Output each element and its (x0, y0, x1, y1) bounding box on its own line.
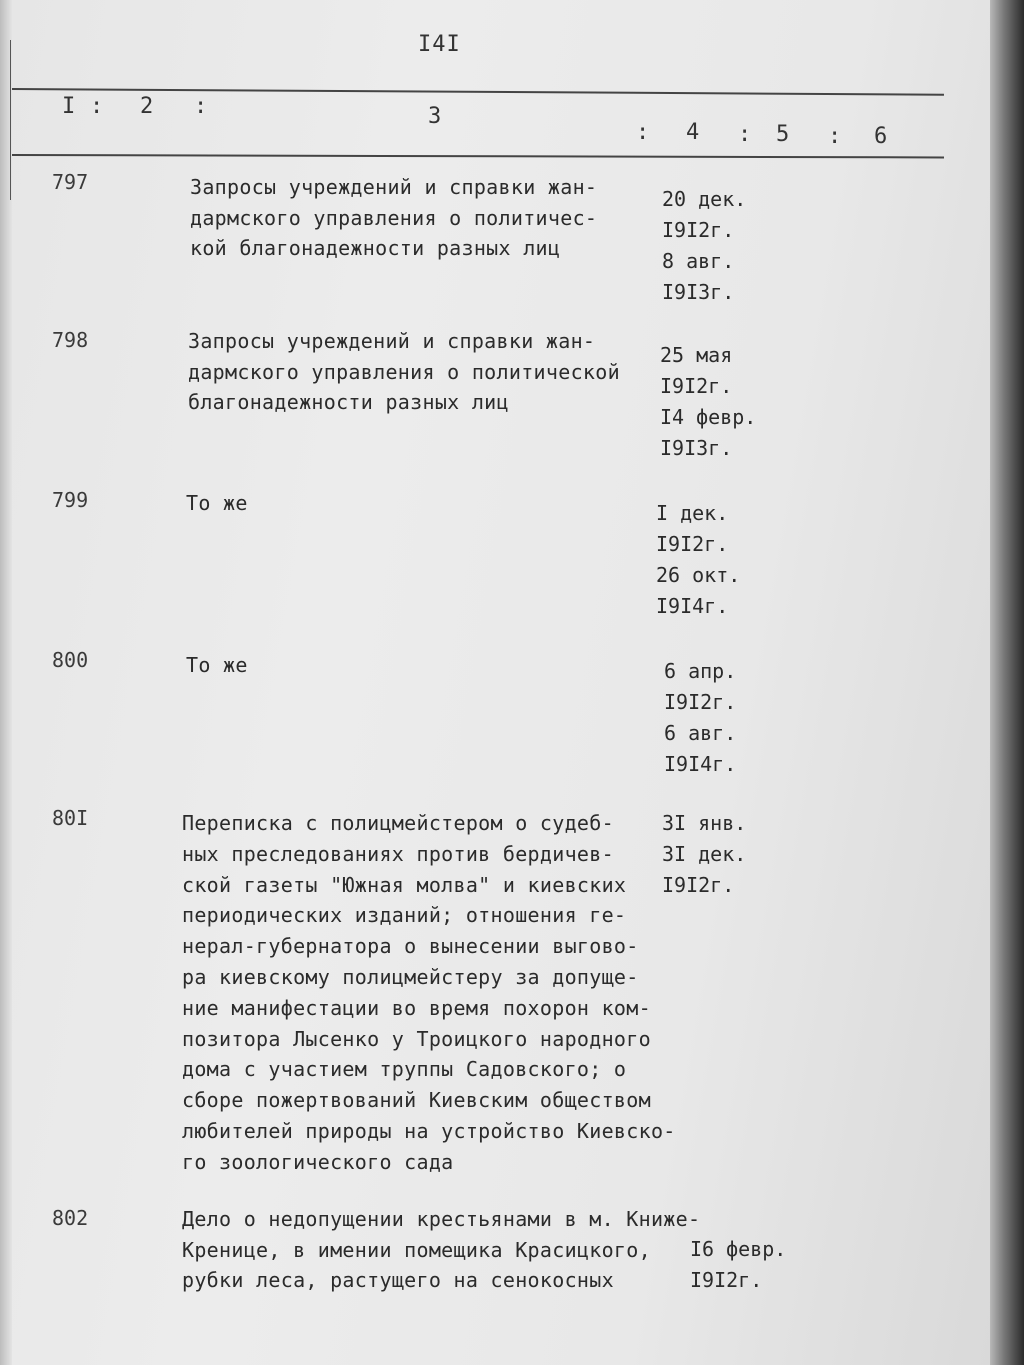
column-separator: : (194, 94, 208, 119)
column-separator: : (90, 94, 104, 119)
entry-dates (660, 340, 756, 464)
column-separator: : (738, 122, 752, 147)
entry-text-line: дармского управления о политической (188, 359, 620, 384)
entry-date: 6 авг. (664, 721, 737, 745)
entry-text-line: нерал-губернатора о вынесении выгово- (182, 934, 639, 959)
entry-number: 802 (52, 1206, 89, 1230)
entry-number: 799 (52, 488, 89, 512)
entry-date: 3I янв. (662, 811, 747, 835)
entry-text-line: ской газеты "Южная молва" и киевских (182, 872, 627, 897)
entry-text-line: сборе пожертвований Киевским обществом (182, 1088, 651, 1113)
column-header-1: I (62, 94, 76, 119)
column-header-2: 2 (140, 94, 154, 119)
entry-date: I9I3г. (660, 436, 733, 460)
entry-text-line: Дело о недопущении крестьянами в м. Книже- (182, 1207, 701, 1231)
entry-text-line: рубки леса, растущего на сенокосных (182, 1268, 614, 1292)
entry-number: 80I (52, 806, 89, 830)
entry-text-line: дармского управления о политичес- (190, 205, 598, 230)
column-separator: : (636, 120, 650, 145)
entry-date: I9I3г. (662, 280, 735, 304)
entry-text-line: любителей природы на устройство Киевско- (182, 1118, 676, 1143)
entry-date: I9I2г. (662, 218, 735, 242)
column-header-6: 6 (874, 124, 888, 149)
entry-date: 25 мая (660, 343, 733, 367)
entry-description (186, 488, 676, 519)
entry-date: I9I2г. (690, 1268, 763, 1292)
entry-text-line: дома с участием труппы Садовского; о (182, 1057, 627, 1082)
page-left-edge (0, 0, 12, 1365)
column-header-4: 4 (686, 120, 700, 145)
entry-date: 8 авг. (662, 249, 735, 273)
entry-date: I9I4г. (664, 752, 737, 776)
entry-number: 797 (52, 170, 89, 194)
entry-date: I4 февр. (660, 405, 757, 429)
entry-date: I дек. (656, 501, 729, 525)
entry-text-line: ных преследованиях против бердичев- (182, 841, 614, 866)
entry-text-line: Кренице, в имении помещика Красицкого, (182, 1237, 651, 1262)
entry-text-line: го зоологического сада (182, 1149, 454, 1174)
entry-text-line: То же (186, 491, 248, 515)
entry-description (190, 172, 680, 264)
column-separator: : (828, 124, 842, 149)
entry-dates (656, 498, 740, 622)
entry-text-line: периодических изданий; отношения ге- (182, 903, 627, 928)
entry-date: 6 апр. (664, 659, 737, 683)
entry-date: I9I2г. (656, 532, 729, 556)
entry-text-line: То же (186, 653, 248, 677)
entry-text-line: Переписка с полицмейстером о судеб- (182, 811, 614, 835)
entry-description (182, 808, 676, 1178)
entry-text-line: ра киевскому полицмейстеру за допуще- (182, 964, 639, 989)
entry-text-line: кой благонадежности разных лиц (190, 236, 561, 260)
binding-line (10, 40, 11, 200)
entry-dates (662, 184, 746, 308)
entry-number: 800 (52, 648, 89, 672)
entry-text-line: ние манифестации во время похорон ком- (182, 995, 651, 1020)
entry-text-line: благонадежности разных лиц (188, 390, 509, 414)
entry-date: I6 февр. (690, 1237, 787, 1261)
column-header-3: 3 (428, 104, 442, 129)
entry-date: I9I2г. (662, 873, 735, 897)
entry-dates (664, 656, 736, 780)
entry-dates (690, 1234, 786, 1296)
entry-description (188, 326, 678, 418)
entry-date: I9I2г. (664, 690, 737, 714)
entry-description (186, 650, 676, 681)
column-header-5: 5 (776, 122, 790, 147)
page-number: I4I (418, 32, 461, 57)
entry-text-line: позитора Лысенко у Троицкого народного (182, 1026, 651, 1051)
header-rule-bottom (12, 154, 944, 158)
entry-text-line: Запросы учреждений и справки жан- (188, 329, 596, 353)
entry-date: I9I2г. (660, 374, 733, 398)
entry-dates (662, 808, 746, 901)
entry-text-line: Запросы учреждений и справки жан- (190, 175, 598, 199)
entry-number: 798 (52, 328, 89, 352)
entry-date: 3I дек. (662, 842, 747, 866)
entry-date: I9I4г. (656, 594, 729, 618)
entry-date: 20 дек. (662, 187, 747, 211)
page-edge-shadow (990, 0, 1024, 1365)
entry-description (182, 1204, 702, 1296)
entry-date: 26 окт. (656, 563, 741, 587)
